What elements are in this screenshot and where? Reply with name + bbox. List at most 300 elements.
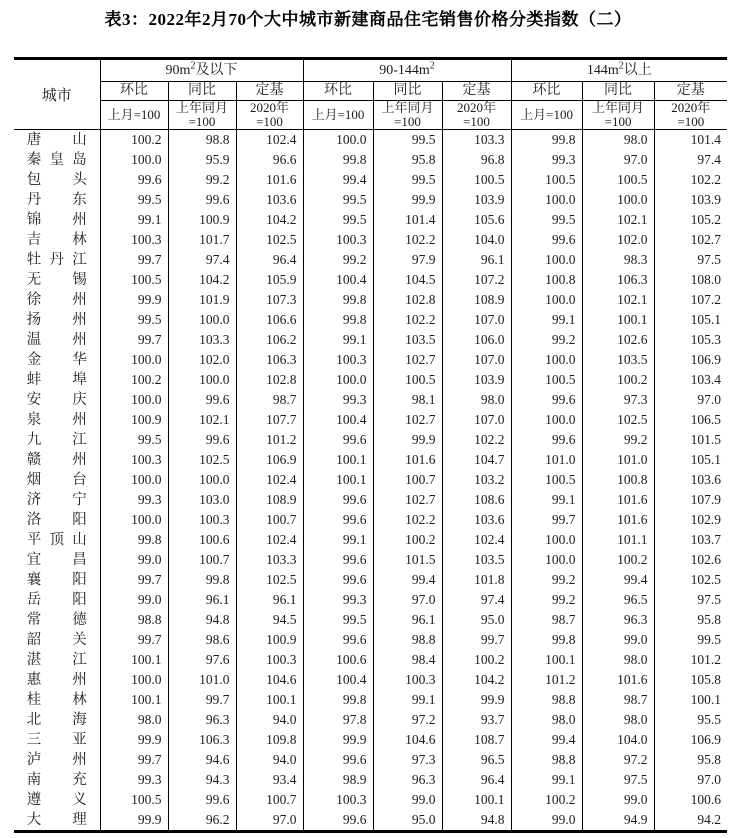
index-value: 99.3 [100, 770, 168, 790]
city-name: 锦州 [26, 212, 87, 228]
index-value: 100.2 [582, 370, 654, 390]
base-line: 上年同月 [592, 100, 645, 115]
index-value: 98.0 [100, 710, 168, 730]
index-value: 100.0 [582, 190, 654, 210]
index-value: 100.5 [373, 370, 442, 390]
city-name: 北海 [26, 712, 87, 728]
index-value: 105.9 [236, 270, 303, 290]
city-name-cell [14, 250, 100, 270]
group-header-row [14, 59, 727, 82]
index-value: 107.0 [442, 410, 511, 430]
index-value: 99.6 [303, 430, 373, 450]
index-value: 97.0 [582, 150, 654, 170]
table-row [14, 530, 727, 550]
index-value: 96.1 [236, 590, 303, 610]
index-value: 98.7 [511, 610, 582, 630]
index-value: 101.2 [690, 652, 722, 667]
city-name: 泉州 [26, 412, 87, 428]
index-value: 100.9 [100, 410, 168, 430]
index-value: 99.9 [303, 730, 373, 750]
index-value: 100.3 [100, 450, 168, 470]
index-value: 100.5 [442, 170, 511, 190]
index-value: 99.7 [100, 330, 168, 350]
index-value: 107.0 [442, 350, 511, 370]
city-name-cell [14, 510, 100, 530]
index-value: 100.0 [100, 150, 168, 170]
index-value: 101.6 [236, 170, 303, 190]
table-row [14, 790, 727, 810]
index-value: 101.0 [511, 450, 582, 470]
index-value: 101.2 [236, 430, 303, 450]
city-column-header: 城市 [14, 59, 100, 130]
index-value: 100.1 [100, 690, 168, 710]
city-name-cell [14, 150, 100, 170]
index-value: 104.0 [442, 230, 511, 250]
index-value: 99.7 [100, 750, 168, 770]
index-value: 99.8 [100, 530, 168, 550]
index-value: 102.8 [236, 370, 303, 390]
city-name-cell [14, 290, 100, 310]
index-value: 99.8 [303, 310, 373, 330]
city-name-cell [14, 270, 100, 290]
index-value: 102.6 [582, 330, 654, 350]
index-value: 93.4 [236, 770, 303, 790]
base-header-2020 [442, 101, 511, 130]
index-value: 94.5 [236, 610, 303, 630]
index-value: 104.2 [168, 270, 236, 290]
index-value: 100.1 [100, 650, 168, 670]
index-value: 98.7 [236, 390, 303, 410]
table-row [14, 490, 727, 510]
city-name-cell [14, 530, 100, 550]
index-value: 96.6 [236, 150, 303, 170]
table-row [14, 550, 727, 570]
index-value: 100.4 [303, 670, 373, 690]
index-value: 100.0 [303, 370, 373, 390]
index-value: 103.3 [168, 330, 236, 350]
index-value: 99.6 [511, 230, 582, 250]
index-value: 97.0 [236, 810, 303, 832]
index-value: 99.2 [511, 590, 582, 610]
city-name: 无锡 [26, 272, 87, 288]
index-value: 106.3 [168, 730, 236, 750]
index-value: 97.4 [697, 152, 722, 167]
index-value: 98.0 [582, 650, 654, 670]
index-value: 99.8 [168, 570, 236, 590]
index-value: 99.6 [303, 570, 373, 590]
index-value: 101.2 [511, 670, 582, 690]
base-header-2020 [654, 101, 727, 130]
index-value: 98.6 [168, 630, 236, 650]
index-value: 102.1 [582, 290, 654, 310]
group-label-text: 以上 [623, 63, 652, 78]
index-value: 99.0 [511, 810, 582, 832]
index-value: 95.8 [697, 752, 722, 767]
index-value: 99.1 [511, 490, 582, 510]
index-value: 99.6 [303, 550, 373, 570]
index-value: 94.3 [168, 770, 236, 790]
index-value: 106.9 [236, 450, 303, 470]
index-value: 97.8 [303, 710, 373, 730]
index-value: 99.7 [100, 250, 168, 270]
index-value: 99.8 [303, 290, 373, 310]
table-row [14, 350, 727, 370]
city-name-cell [14, 190, 100, 210]
index-value: 103.9 [690, 192, 722, 207]
city-name: 襄阳 [26, 572, 87, 588]
index-value: 102.1 [168, 410, 236, 430]
index-value: 102.4 [236, 470, 303, 490]
index-value: 107.3 [236, 290, 303, 310]
superscript-2: 2 [429, 60, 435, 72]
base-line: =100 [677, 114, 705, 129]
base-line: =100 [604, 114, 632, 129]
index-value: 100.8 [511, 270, 582, 290]
index-value: 99.8 [511, 130, 582, 151]
index-value: 103.3 [442, 130, 511, 151]
index-value: 108.9 [442, 290, 511, 310]
index-value: 102.2 [442, 430, 511, 450]
table-row [14, 470, 727, 490]
city-name: 三亚 [26, 732, 87, 748]
index-value: 102.5 [236, 230, 303, 250]
index-value: 106.9 [690, 732, 722, 747]
base-line: =100 [394, 114, 421, 129]
index-value: 100.0 [168, 370, 236, 390]
index-value: 95.9 [168, 150, 236, 170]
city-name: 秦皇岛 [26, 152, 87, 168]
group-label-text: 144m [586, 63, 619, 78]
index-value: 99.8 [303, 150, 373, 170]
index-value: 97.6 [168, 650, 236, 670]
index-value: 102.7 [373, 490, 442, 510]
index-value: 98.8 [168, 130, 236, 151]
index-value: 99.9 [373, 430, 442, 450]
city-name: 桂林 [26, 692, 87, 708]
index-value: 102.1 [582, 210, 654, 230]
index-value: 96.3 [168, 710, 236, 730]
index-value: 99.5 [100, 430, 168, 450]
index-value: 105.1 [690, 452, 722, 467]
city-name: 泸州 [26, 752, 87, 768]
index-value: 103.2 [442, 470, 511, 490]
index-value: 97.0 [697, 772, 722, 787]
index-value: 97.5 [697, 252, 722, 267]
index-value: 103.6 [236, 190, 303, 210]
index-value: 100.5 [582, 170, 654, 190]
index-value: 100.0 [100, 350, 168, 370]
index-value: 99.5 [697, 632, 722, 647]
index-value: 100.3 [303, 790, 373, 810]
index-value: 103.5 [582, 350, 654, 370]
index-value: 100.0 [511, 290, 582, 310]
table-row [14, 190, 727, 210]
index-value: 100.6 [690, 792, 722, 807]
index-value: 97.2 [373, 710, 442, 730]
index-value: 100.1 [511, 650, 582, 670]
index-value: 101.4 [690, 132, 722, 147]
index-value: 107.2 [442, 270, 511, 290]
index-value: 100.3 [168, 510, 236, 530]
index-value: 100.7 [236, 790, 303, 810]
index-value: 99.3 [100, 490, 168, 510]
index-value: 100.5 [511, 170, 582, 190]
index-value: 99.9 [373, 190, 442, 210]
index-value: 97.2 [582, 750, 654, 770]
index-value: 100.0 [511, 410, 582, 430]
city-name-cell [14, 650, 100, 670]
index-value: 100.9 [168, 210, 236, 230]
index-value: 108.9 [236, 490, 303, 510]
city-name-cell [14, 350, 100, 370]
table-row [14, 570, 727, 590]
city-name-cell [14, 410, 100, 430]
index-value: 102.5 [690, 572, 722, 587]
city-name: 常德 [26, 612, 87, 628]
base-header-prevmonth [303, 101, 373, 130]
price-index-table [14, 57, 727, 833]
index-value: 95.8 [697, 612, 722, 627]
city-name: 宜昌 [26, 552, 87, 568]
index-value: 103.0 [168, 490, 236, 510]
table-row [14, 630, 727, 650]
table-row [14, 210, 727, 230]
index-value: 99.9 [100, 290, 168, 310]
index-value: 106.2 [236, 330, 303, 350]
index-value: 99.6 [168, 190, 236, 210]
group-header-over144 [511, 59, 727, 82]
index-value: 99.0 [100, 550, 168, 570]
index-value: 99.7 [442, 630, 511, 650]
index-value: 98.0 [582, 130, 654, 151]
city-name-cell [14, 370, 100, 390]
city-name-cell [14, 210, 100, 230]
index-value: 100.0 [511, 530, 582, 550]
index-value: 99.0 [100, 590, 168, 610]
index-value: 99.7 [100, 570, 168, 590]
index-value: 103.6 [690, 472, 722, 487]
table-body [14, 130, 727, 832]
base-line: 上月=100 [311, 107, 365, 122]
index-value: 107.0 [442, 310, 511, 330]
city-name-cell [14, 690, 100, 710]
sub-header-row [14, 82, 727, 101]
index-value: 94.9 [582, 810, 654, 832]
base-line: 上年同月 [175, 100, 228, 115]
index-value: 99.1 [100, 210, 168, 230]
index-value: 94.8 [168, 610, 236, 630]
index-value: 99.6 [511, 390, 582, 410]
index-value: 102.0 [582, 230, 654, 250]
index-value: 98.3 [582, 250, 654, 270]
index-value: 96.4 [442, 770, 511, 790]
table-row [14, 670, 727, 690]
index-value: 99.4 [303, 170, 373, 190]
sub-header-yoy: 同比 [582, 82, 654, 101]
city-name: 大理 [26, 812, 87, 828]
index-value: 98.0 [511, 710, 582, 730]
index-value: 99.4 [582, 570, 654, 590]
table-row [14, 750, 727, 770]
city-name-cell [14, 610, 100, 630]
index-value: 101.1 [582, 530, 654, 550]
base-header-prevyear [373, 101, 442, 130]
base-header-row [14, 101, 727, 130]
index-value: 94.8 [442, 810, 511, 832]
index-value: 100.2 [442, 650, 511, 670]
table-row [14, 650, 727, 670]
index-value: 99.6 [303, 490, 373, 510]
group-label-text: 90-144m [379, 63, 430, 78]
index-value: 100.0 [303, 130, 373, 151]
table-header [14, 59, 727, 130]
index-value: 102.0 [168, 350, 236, 370]
index-value: 100.0 [168, 310, 236, 330]
index-value: 96.1 [168, 590, 236, 610]
index-value: 99.3 [303, 590, 373, 610]
city-name-cell [14, 390, 100, 410]
index-value: 100.0 [511, 550, 582, 570]
table-row [14, 690, 727, 710]
city-name: 蚌埠 [26, 372, 87, 388]
index-value: 100.1 [442, 790, 511, 810]
table-row [14, 770, 727, 790]
index-value: 102.4 [236, 530, 303, 550]
city-name: 烟台 [26, 472, 87, 488]
index-value: 100.9 [236, 630, 303, 650]
index-value: 102.2 [373, 230, 442, 250]
index-value: 97.9 [373, 250, 442, 270]
index-value: 106.3 [582, 270, 654, 290]
index-value: 100.1 [236, 690, 303, 710]
index-value: 105.3 [690, 332, 722, 347]
index-value: 103.9 [442, 190, 511, 210]
index-value: 108.0 [690, 272, 722, 287]
index-value: 101.9 [168, 290, 236, 310]
table-row [14, 130, 727, 151]
index-value: 98.1 [373, 390, 442, 410]
city-name: 丹东 [26, 192, 87, 208]
table-row [14, 730, 727, 750]
index-value: 101.6 [373, 450, 442, 470]
table-row [14, 810, 727, 832]
sub-header-mom: 环比 [100, 82, 168, 101]
base-header-prevyear [168, 101, 236, 130]
index-value: 98.0 [582, 710, 654, 730]
index-value: 97.4 [442, 590, 511, 610]
index-value: 99.6 [303, 630, 373, 650]
city-name-cell [14, 570, 100, 590]
city-name: 扬州 [26, 312, 87, 328]
index-value: 100.1 [690, 692, 722, 707]
table-row [14, 710, 727, 730]
table-row [14, 150, 727, 170]
table-row [14, 430, 727, 450]
index-value: 103.7 [690, 532, 722, 547]
table-row [14, 230, 727, 250]
index-value: 100.2 [373, 530, 442, 550]
index-value: 99.6 [168, 430, 236, 450]
index-value: 100.4 [303, 410, 373, 430]
index-value: 105.6 [442, 210, 511, 230]
base-header-prevmonth [100, 101, 168, 130]
index-value: 96.8 [442, 150, 511, 170]
city-name-cell [14, 310, 100, 330]
base-line: =100 [188, 114, 216, 129]
index-value: 99.5 [373, 170, 442, 190]
index-value: 99.9 [100, 730, 168, 750]
base-line: 上月=100 [520, 107, 573, 122]
index-value: 103.3 [236, 550, 303, 570]
index-value: 100.2 [100, 130, 168, 151]
table-row [14, 450, 727, 470]
city-name-cell [14, 810, 100, 832]
index-value: 102.2 [690, 172, 722, 187]
index-value: 102.9 [690, 512, 722, 527]
index-value: 100.0 [100, 470, 168, 490]
city-name-cell [14, 670, 100, 690]
table-row [14, 370, 727, 390]
index-value: 101.8 [442, 570, 511, 590]
index-value: 99.8 [511, 630, 582, 650]
index-value: 100.5 [100, 790, 168, 810]
index-value: 104.0 [582, 730, 654, 750]
index-value: 103.5 [442, 550, 511, 570]
index-value: 106.5 [690, 412, 722, 427]
index-value: 94.6 [168, 750, 236, 770]
base-line: =100 [256, 114, 283, 129]
city-name-cell [14, 770, 100, 790]
index-value: 97.5 [697, 592, 722, 607]
index-value: 97.3 [582, 390, 654, 410]
city-name: 吉林 [26, 232, 87, 248]
base-header-prevmonth [511, 101, 582, 130]
index-value: 96.3 [582, 610, 654, 630]
index-value: 99.4 [511, 730, 582, 750]
table-row [14, 270, 727, 290]
index-value: 97.0 [373, 590, 442, 610]
index-value: 99.6 [100, 170, 168, 190]
index-value: 103.6 [442, 510, 511, 530]
index-value: 106.9 [690, 352, 722, 367]
index-value: 99.4 [373, 570, 442, 590]
index-value: 101.4 [373, 210, 442, 230]
index-value: 100.0 [168, 470, 236, 490]
index-value: 101.0 [168, 670, 236, 690]
index-value: 99.1 [303, 330, 373, 350]
index-value: 99.5 [511, 210, 582, 230]
index-value: 100.3 [100, 230, 168, 250]
index-value: 99.2 [511, 330, 582, 350]
sub-header-mom: 环比 [303, 82, 373, 101]
index-value: 106.6 [236, 310, 303, 330]
index-value: 108.7 [442, 730, 511, 750]
index-value: 99.2 [168, 170, 236, 190]
index-value: 99.5 [303, 210, 373, 230]
base-line: 2020年 [249, 100, 289, 115]
base-line: 上年同月 [381, 100, 434, 115]
index-value: 100.0 [100, 510, 168, 530]
table-row [14, 330, 727, 350]
index-value: 95.8 [373, 150, 442, 170]
sub-header-mom: 环比 [511, 82, 582, 101]
index-value: 100.5 [511, 370, 582, 390]
sub-header-fixedbase: 定基 [654, 82, 727, 101]
index-value: 100.3 [303, 350, 373, 370]
index-value: 99.2 [303, 250, 373, 270]
city-name: 金华 [26, 352, 87, 368]
city-name-cell [14, 430, 100, 450]
